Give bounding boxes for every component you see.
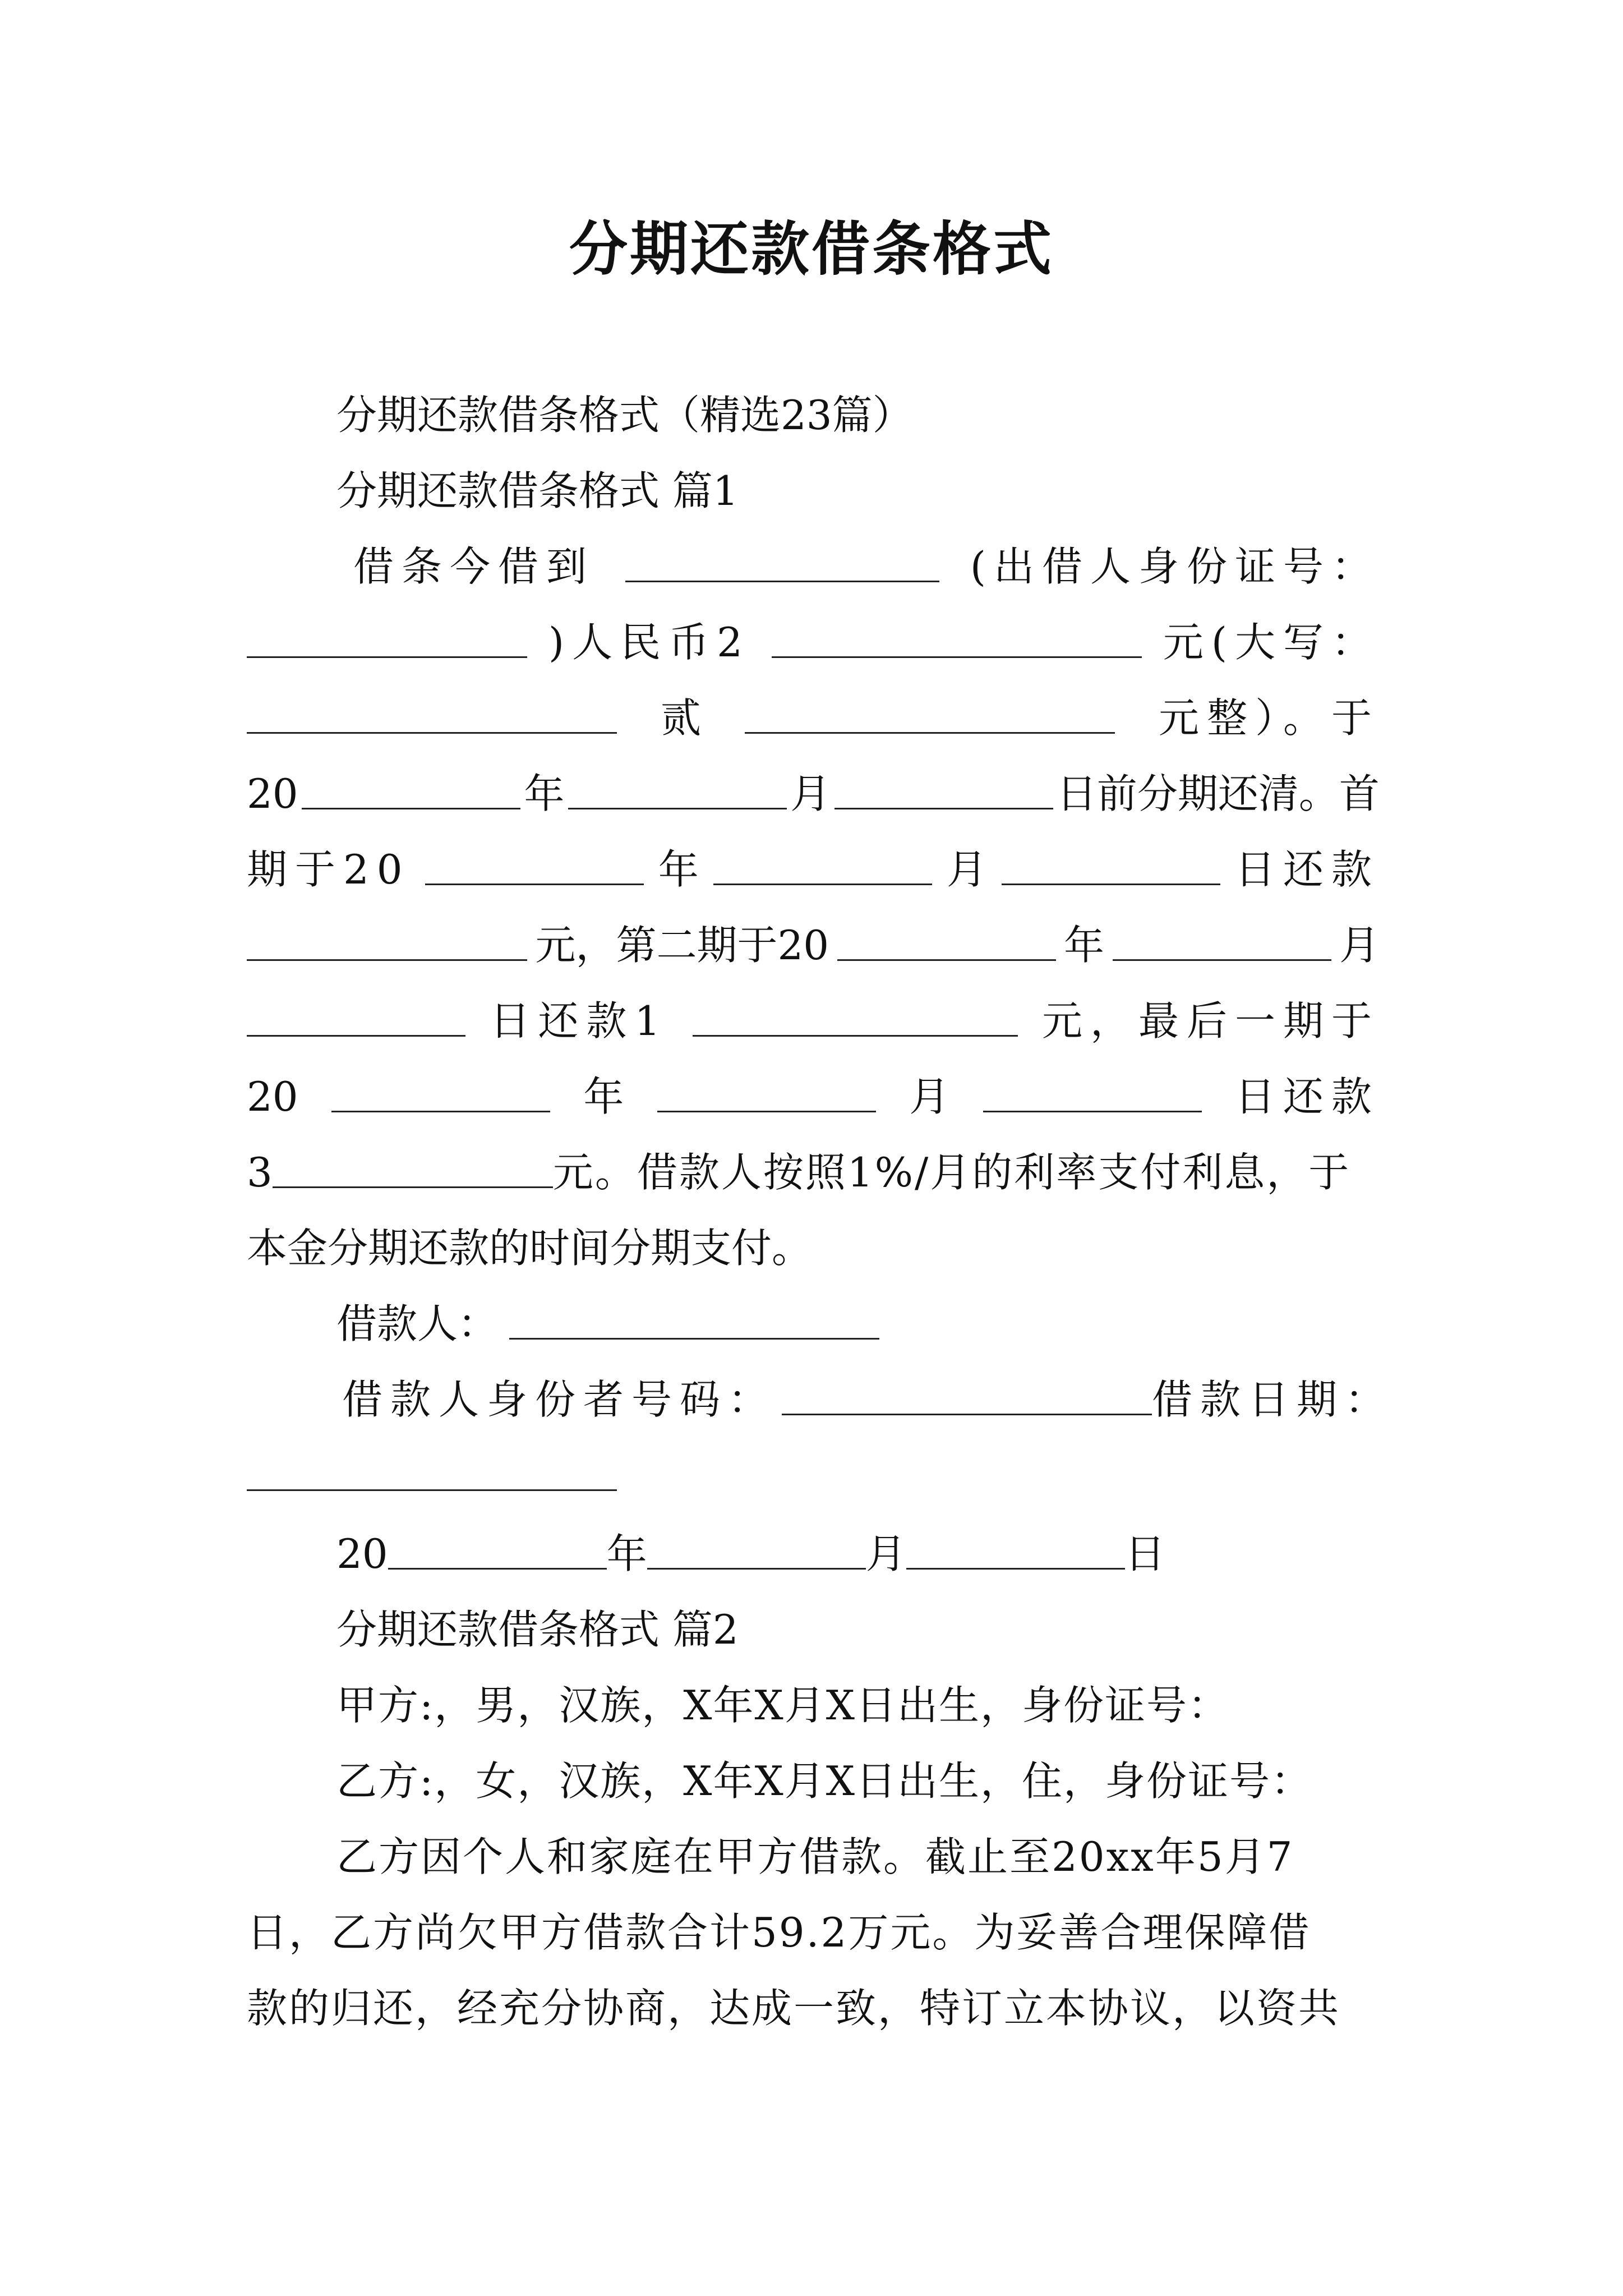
- blank-line: [1113, 919, 1331, 961]
- blank-line: [247, 919, 527, 961]
- paragraph-1-line-4: [247, 766, 1380, 822]
- text-fragment: 年: [1064, 922, 1105, 969]
- text-fragment: (出借人身份证号：: [970, 543, 1380, 590]
- blank-line: [745, 692, 1115, 734]
- text-fragment: 借条今借到: [353, 543, 595, 590]
- text-fragment: 日还款: [1234, 1073, 1380, 1120]
- text-fragment: 日还款: [1234, 846, 1380, 893]
- blank-line: [837, 919, 1056, 961]
- paragraph-2-line-3: [247, 1980, 1380, 2036]
- text-fragment: 日，乙方尚欠甲方借款合计59.2万元。为妥善合理保障借: [247, 1909, 1311, 1956]
- paragraph-2-line-1: [336, 1829, 1391, 1885]
- blank-line: [772, 616, 1142, 658]
- text-fragment: 年: [524, 770, 565, 817]
- blank-line: [388, 1527, 607, 1570]
- blank-line: [834, 767, 1053, 809]
- text-fragment: 年: [606, 1530, 647, 1577]
- blank-line: [625, 540, 939, 582]
- borrower-id-row: [342, 1372, 1394, 1428]
- text-fragment: 3: [247, 1149, 273, 1196]
- text-fragment: 日前分期还清。首: [1056, 770, 1380, 817]
- text-fragment: 20: [336, 1530, 388, 1577]
- subtitle-text: 分期还款借条格式（精选23篇）: [336, 392, 913, 439]
- text-fragment: 元，最后一期于: [1041, 997, 1380, 1045]
- paragraph-2-line-2: [247, 1904, 1380, 1961]
- text-fragment: 本金分期还款的时间分期支付。: [247, 1225, 813, 1272]
- paragraph-1-line-8: [247, 1069, 1380, 1125]
- blank-line: [331, 1070, 550, 1112]
- blank-line: [247, 616, 527, 658]
- text-fragment: 月: [1339, 922, 1380, 969]
- document-title: 分期还款借条格式: [569, 214, 1054, 283]
- loan-date-blank: [247, 1449, 617, 1491]
- blank-line: [657, 1070, 876, 1112]
- paragraph-1-line-1: [353, 539, 1380, 595]
- blank-line: [1002, 843, 1220, 885]
- text-fragment: 年: [658, 846, 699, 893]
- text-fragment: )人民币2: [548, 619, 750, 666]
- subtitle: [336, 387, 1391, 443]
- loan-date-label: 借款日期：: [1152, 1376, 1394, 1423]
- blank-line: [983, 1070, 1202, 1112]
- text-fragment: 月: [909, 1073, 950, 1120]
- borrower-blank: [509, 1297, 879, 1340]
- paragraph-1-line-3: [247, 690, 1380, 746]
- text-fragment: 元，第二期于20: [535, 922, 829, 969]
- text-fragment: 贰: [660, 694, 701, 742]
- blank-line: [647, 1527, 866, 1570]
- blank-line: [302, 767, 520, 809]
- text-fragment: 年: [583, 1073, 624, 1120]
- blank-line: [273, 1146, 553, 1188]
- text-fragment: 20: [247, 1073, 298, 1120]
- text-fragment: 元。借款人按照1%/月的利率支付利息，于: [552, 1149, 1351, 1196]
- date-row: [336, 1526, 1391, 1582]
- paragraph-1-line-10: [247, 1220, 1380, 1276]
- borrower-id-blank: [782, 1373, 1152, 1415]
- text-fragment: 20: [247, 770, 298, 817]
- text-fragment: 元(大写：: [1163, 619, 1380, 666]
- party-b-text: 乙方:，女，汉族，X年X月X日出生，住，身份证号：: [336, 1757, 1313, 1805]
- section-heading-2-text: 分期还款借条格式 篇2: [336, 1606, 739, 1653]
- blank-line: [713, 843, 932, 885]
- paragraph-1-line-6: [247, 917, 1380, 973]
- borrower-row: [336, 1296, 1391, 1352]
- section-heading-1: [336, 463, 1391, 519]
- blank-line: [568, 767, 787, 809]
- paragraph-1-line-7: [247, 993, 1380, 1049]
- blank-line: [247, 692, 617, 734]
- text-fragment: 月: [865, 1530, 906, 1577]
- party-a-text: 甲方:，男，汉族，X年X月X日出生，身份证号：: [336, 1682, 1230, 1729]
- text-fragment: 期于20: [247, 846, 411, 893]
- paragraph-1-line-2: [247, 614, 1380, 670]
- blank-line: [906, 1527, 1125, 1570]
- section-heading-1-text: 分期还款借条格式 篇1: [336, 467, 739, 514]
- text-fragment: 月: [946, 846, 987, 893]
- text-fragment: 月: [790, 770, 831, 817]
- party-b-line: [336, 1753, 1391, 1809]
- paragraph-1-line-9: [247, 1144, 1380, 1200]
- text-fragment: 乙方因个人和家庭在甲方借款。截止至20xx年5月7: [336, 1833, 1294, 1880]
- blank-line: [247, 995, 465, 1037]
- borrower-id-label: 借款人身份者号码：: [342, 1376, 777, 1423]
- blank-line: [693, 995, 1018, 1037]
- loan-date-row: [247, 1447, 1380, 1503]
- paragraph-1-line-5: [247, 841, 1380, 898]
- text-fragment: 日: [1124, 1530, 1165, 1577]
- blank-line: [425, 843, 644, 885]
- section-heading-2: [336, 1602, 1391, 1658]
- borrower-label: 借款人：: [336, 1300, 499, 1347]
- text-fragment: 款的归还，经充分协商，达成一致，特订立本协议，以资共: [247, 1985, 1341, 2032]
- party-a-line: [336, 1677, 1391, 1733]
- text-fragment: 元整）。于: [1158, 694, 1380, 742]
- text-fragment: 日还款1: [490, 997, 668, 1045]
